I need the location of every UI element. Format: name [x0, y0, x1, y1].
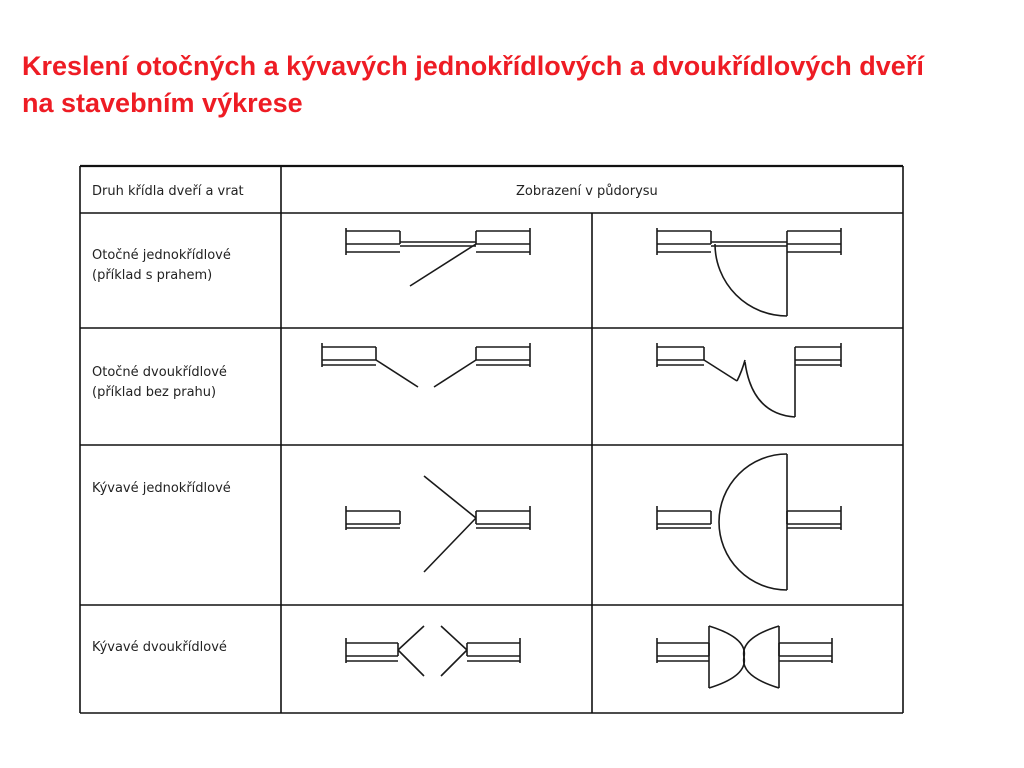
row1-label-line1: Otočné jednokřídlové — [92, 248, 231, 263]
symbol-swing-single-symbol — [346, 228, 530, 286]
symbol-double-acting-double-symbol — [346, 626, 520, 676]
symbol-double-acting-double-arc — [657, 626, 832, 688]
row2-label-line1: Otočné dvoukřídlové — [92, 365, 227, 380]
row3-label-line1: Kývavé jednokřídlové — [92, 481, 231, 496]
symbol-swing-double-arc — [657, 343, 841, 417]
title-line-1: Kreslení otočných a kývavých jednokřídlových a dvoukřídlových dveří — [22, 51, 924, 81]
symbol-swing-double-symbol — [322, 343, 530, 387]
symbol-swing-single-arc — [657, 228, 841, 316]
row1-label-line2: (příklad s prahem) — [92, 268, 213, 283]
title-line-2: na stavebním výkrese — [22, 88, 303, 118]
symbol-double-acting-single-symbol — [346, 476, 530, 572]
row4-label-line1: Kývavé dvoukřídlové — [92, 640, 227, 655]
header-col1: Druh křídla dveří a vrat — [92, 184, 244, 199]
symbol-double-acting-single-arc — [657, 454, 841, 590]
header-col2: Zobrazení v půdorysu — [516, 184, 658, 199]
row2-label-line2: (příklad bez prahu) — [92, 385, 217, 400]
